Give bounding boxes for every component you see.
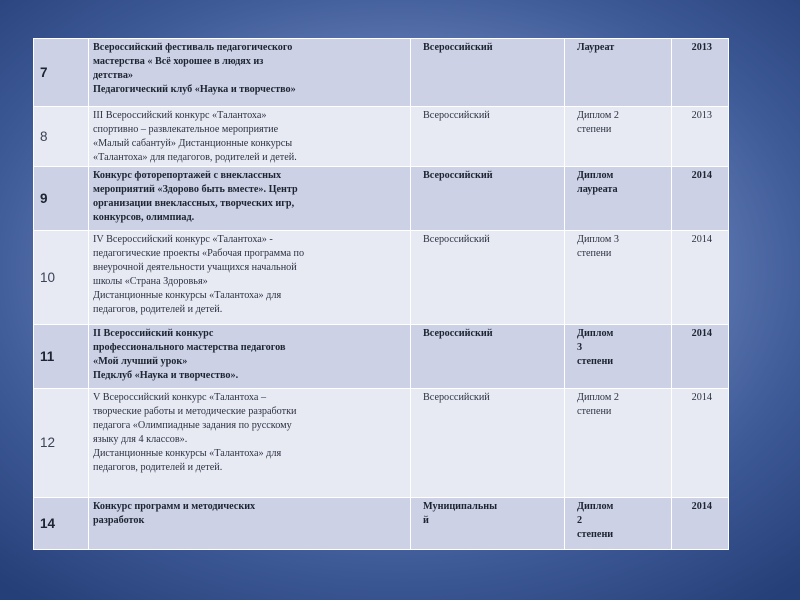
- competition-result: Диплом 2 степени: [565, 389, 672, 498]
- row-number: 8: [34, 107, 89, 167]
- table-row: [34, 498, 729, 550]
- competition-name: III Всероссийский конкурс «Талантоха» спортивно – развлекательное мероприятие «Малый сабантуй» Дистанционные конкурсы «Талантоха» для педагогов, родителей и детей.: [89, 107, 411, 167]
- competition-name: Всероссийский фестиваль педагогического мастерства « Всё хорошее в людях из детства» Педагогический клуб «Наука и творчество»: [89, 39, 411, 107]
- awards-table: [33, 38, 729, 550]
- row-number: 10: [34, 231, 89, 325]
- competition-level: Всероссийский: [411, 39, 565, 107]
- competition-level: Всероссийский: [411, 107, 565, 167]
- row-number: 14: [34, 498, 89, 550]
- table-row: [34, 107, 729, 167]
- row-number: 9: [34, 167, 89, 231]
- competition-name: Конкурс фоторепортажей с внеклассных мероприятий «Здорово быть вместе». Центр организации внеклассных, творческих игр, конкурсов, олимпиад.: [89, 167, 411, 231]
- table-row: [34, 39, 729, 107]
- competition-year: 2014: [672, 389, 729, 498]
- competition-year: 2013: [672, 39, 729, 107]
- competition-year: 2014: [672, 498, 729, 550]
- competition-name: IV Всероссийский конкурс «Талантоха» - педагогические проекты «Рабочая программа по внеурочной деятельности учащихся начальной школы «Страна Здоровья» Дистанционные конкурсы «Талантоха» для педагогов, родителей и детей.: [89, 231, 411, 325]
- table-row: [34, 231, 729, 325]
- row-number: 7: [34, 39, 89, 107]
- competition-result: Диплом лауреата: [565, 167, 672, 231]
- row-number: 11: [34, 325, 89, 389]
- competition-level: Всероссийский: [411, 167, 565, 231]
- competition-result: Диплом 3 степени: [565, 231, 672, 325]
- competition-name: II Всероссийский конкурс профессионального мастерства педагогов «Мой лучший урок» Педклуб «Наука и творчество».: [89, 325, 411, 389]
- competition-level: Всероссийский: [411, 389, 565, 498]
- competition-year: 2014: [672, 231, 729, 325]
- table-row: [34, 325, 729, 389]
- table-row: [34, 389, 729, 498]
- competition-level: Всероссийский: [411, 325, 565, 389]
- competition-result: Лауреат: [565, 39, 672, 107]
- table-row: [34, 167, 729, 231]
- competition-year: 2014: [672, 325, 729, 389]
- competition-name: Конкурс программ и методических разработок: [89, 498, 411, 550]
- competition-year: 2014: [672, 167, 729, 231]
- competition-level: Муниципальны й: [411, 498, 565, 550]
- competition-level: Всероссийский: [411, 231, 565, 325]
- row-number: 12: [34, 389, 89, 498]
- competition-year: 2013: [672, 107, 729, 167]
- competition-result: Диплом 2 степени: [565, 107, 672, 167]
- competition-result: Диплом 2 степени: [565, 498, 672, 550]
- competition-name: V Всероссийский конкурс «Талантоха – творческие работы и методические разработки педагога «Олимпиадные задания по русскому языку для 4 классов». Дистанционные конкурсы «Талантоха» для педагогов, родителей и детей.: [89, 389, 411, 498]
- competition-result: Диплом 3 степени: [565, 325, 672, 389]
